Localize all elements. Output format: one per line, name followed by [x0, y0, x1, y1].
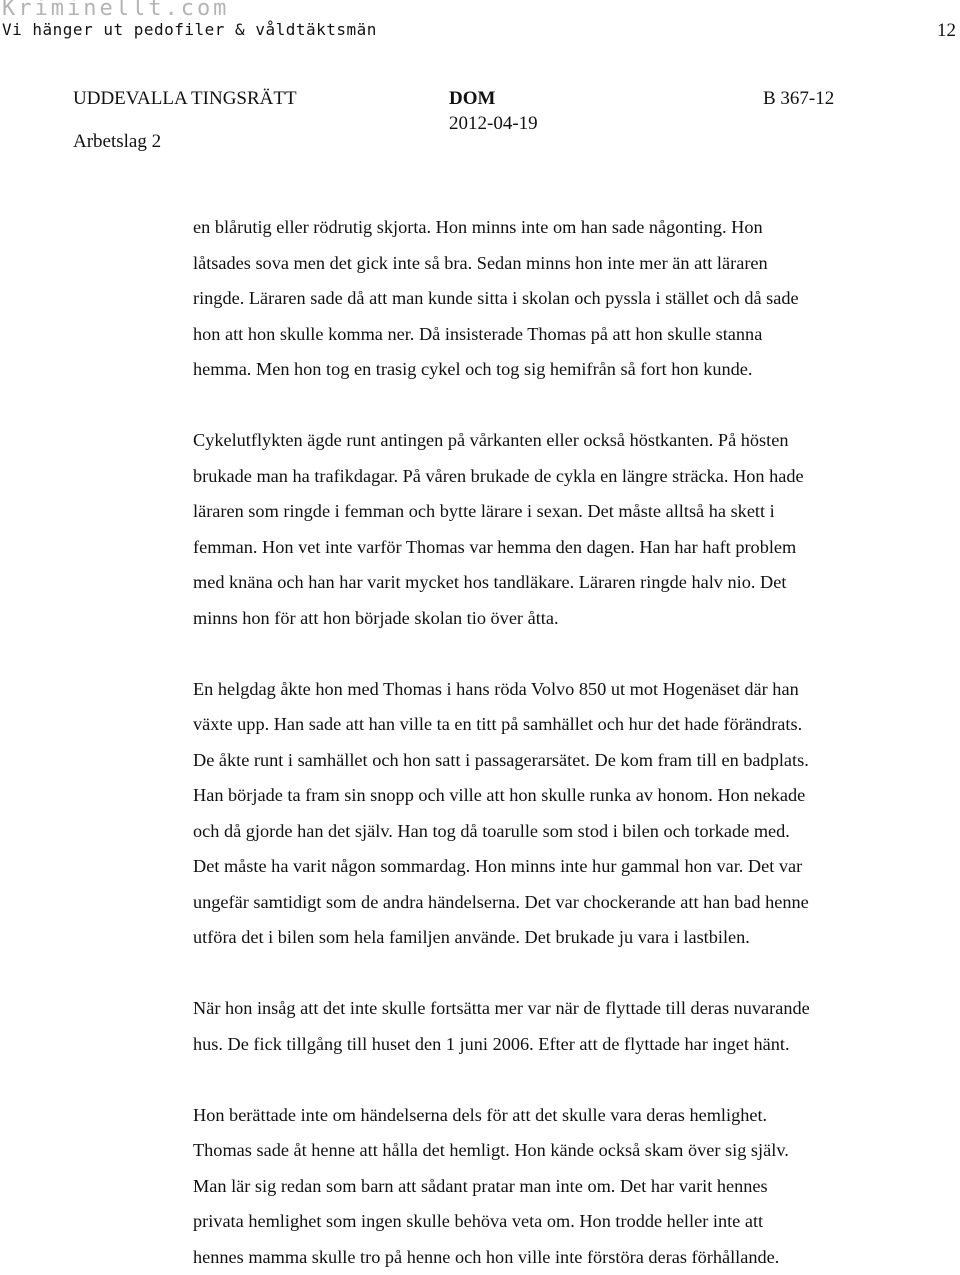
text-line: läraren som ringde i femman och bytte lärare i sexan. Det måste alltså ha skett i — [193, 494, 893, 530]
text-line: växte upp. Han sade att han ville ta en titt på samhället och hur det hade förändrats. — [193, 707, 893, 743]
paragraph-gap — [193, 388, 893, 424]
text-line: Man lär sig redan som barn att sådant pratar man inte om. Det har varit hennes — [193, 1169, 893, 1205]
text-line: Det måste ha varit någon sommardag. Hon minns inte hur gammal hon var. Det var — [193, 849, 893, 885]
court-name: UDDEVALLA TINGSRÄTT — [73, 88, 297, 110]
text-line: De åkte runt i samhället och hon satt i passagerarsätet. De kom fram till en badplats. — [193, 743, 893, 779]
paragraph — [193, 672, 893, 956]
paragraph — [193, 423, 893, 636]
paragraph-gap — [193, 956, 893, 992]
paragraph — [193, 991, 893, 1062]
text-line: hennes mamma skulle tro på henne och hon ville inte förstöra deras förhållande. — [193, 1240, 893, 1275]
text-line: låtsades sova men det gick inte så bra. Sedan minns hon inte mer än att läraren — [193, 246, 893, 282]
document-date: 2012-04-19 — [449, 113, 538, 135]
text-line: en blårutig eller rödrutig skjorta. Hon minns inte om han sade någonting. Hon — [193, 210, 893, 246]
text-line: femman. Hon vet inte varför Thomas var hemma den dagen. Han har haft problem — [193, 530, 893, 566]
text-line: ringde. Läraren sade då att man kunde sitta i skolan och pyssla i stället och då sade — [193, 281, 893, 317]
text-line: hon att hon skulle komma ner. Då insisterade Thomas på att hon skulle stanna — [193, 317, 893, 353]
page-number: 12 — [937, 20, 956, 42]
text-line: Thomas sade åt henne att hålla det hemligt. Hon kände också skam över sig själv. — [193, 1133, 893, 1169]
text-line: När hon insåg att det inte skulle fortsätta mer var när de flyttade till deras nuvarande — [193, 991, 893, 1027]
paragraph — [193, 210, 893, 388]
text-line: privata hemlighet som ingen skulle behöva veta om. Hon trodde heller inte att — [193, 1204, 893, 1240]
text-line: hemma. Men hon tog en trasig cykel och tog sig hemifrån så fort hon kunde. — [193, 352, 893, 388]
paragraph-gap — [193, 636, 893, 672]
watermark-logo-text: Kriminellt.com — [2, 0, 229, 21]
document-type: DOM — [449, 88, 495, 110]
text-line: utföra det i bilen som hela familjen använde. Det brukade ju vara i lastbilen. — [193, 920, 893, 956]
paragraph-gap — [193, 1062, 893, 1098]
case-number: B 367-12 — [763, 88, 834, 110]
text-line: En helgdag åkte hon med Thomas i hans röda Volvo 850 ut mot Hogenäset där han — [193, 672, 893, 708]
text-line: brukade man ha trafikdagar. På våren brukade de cykla en längre sträcka. Hon hade — [193, 459, 893, 495]
text-line: med knäna och han har varit mycket hos tandläkare. Läraren ringde halv nio. Det — [193, 565, 893, 601]
document-body — [193, 210, 893, 1275]
text-line: Cykelutflykten ägde runt antingen på vårkanten eller också höstkanten. På hösten — [193, 423, 893, 459]
text-line: Hon berättade inte om händelserna dels för att det skulle vara deras hemlighet. — [193, 1098, 893, 1134]
text-line: hus. De fick tillgång till huset den 1 juni 2006. Efter att de flyttade har inget hänt. — [193, 1027, 893, 1063]
text-line: och då gjorde han det själv. Han tog då toarulle som stod i bilen och torkade med. — [193, 814, 893, 850]
page-banner-title: Vi hänger ut pedofiler & våldtäktsmän — [2, 20, 377, 39]
text-line: Han började ta fram sin snopp och ville att hon skulle runka av honom. Hon nekade — [193, 778, 893, 814]
team-label: Arbetslag 2 — [73, 131, 161, 153]
paragraph — [193, 1098, 893, 1275]
text-line: minns hon för att hon började skolan tio över åtta. — [193, 601, 893, 637]
text-line: ungefär samtidigt som de andra händelserna. Det var chockerande att han bad henne — [193, 885, 893, 921]
